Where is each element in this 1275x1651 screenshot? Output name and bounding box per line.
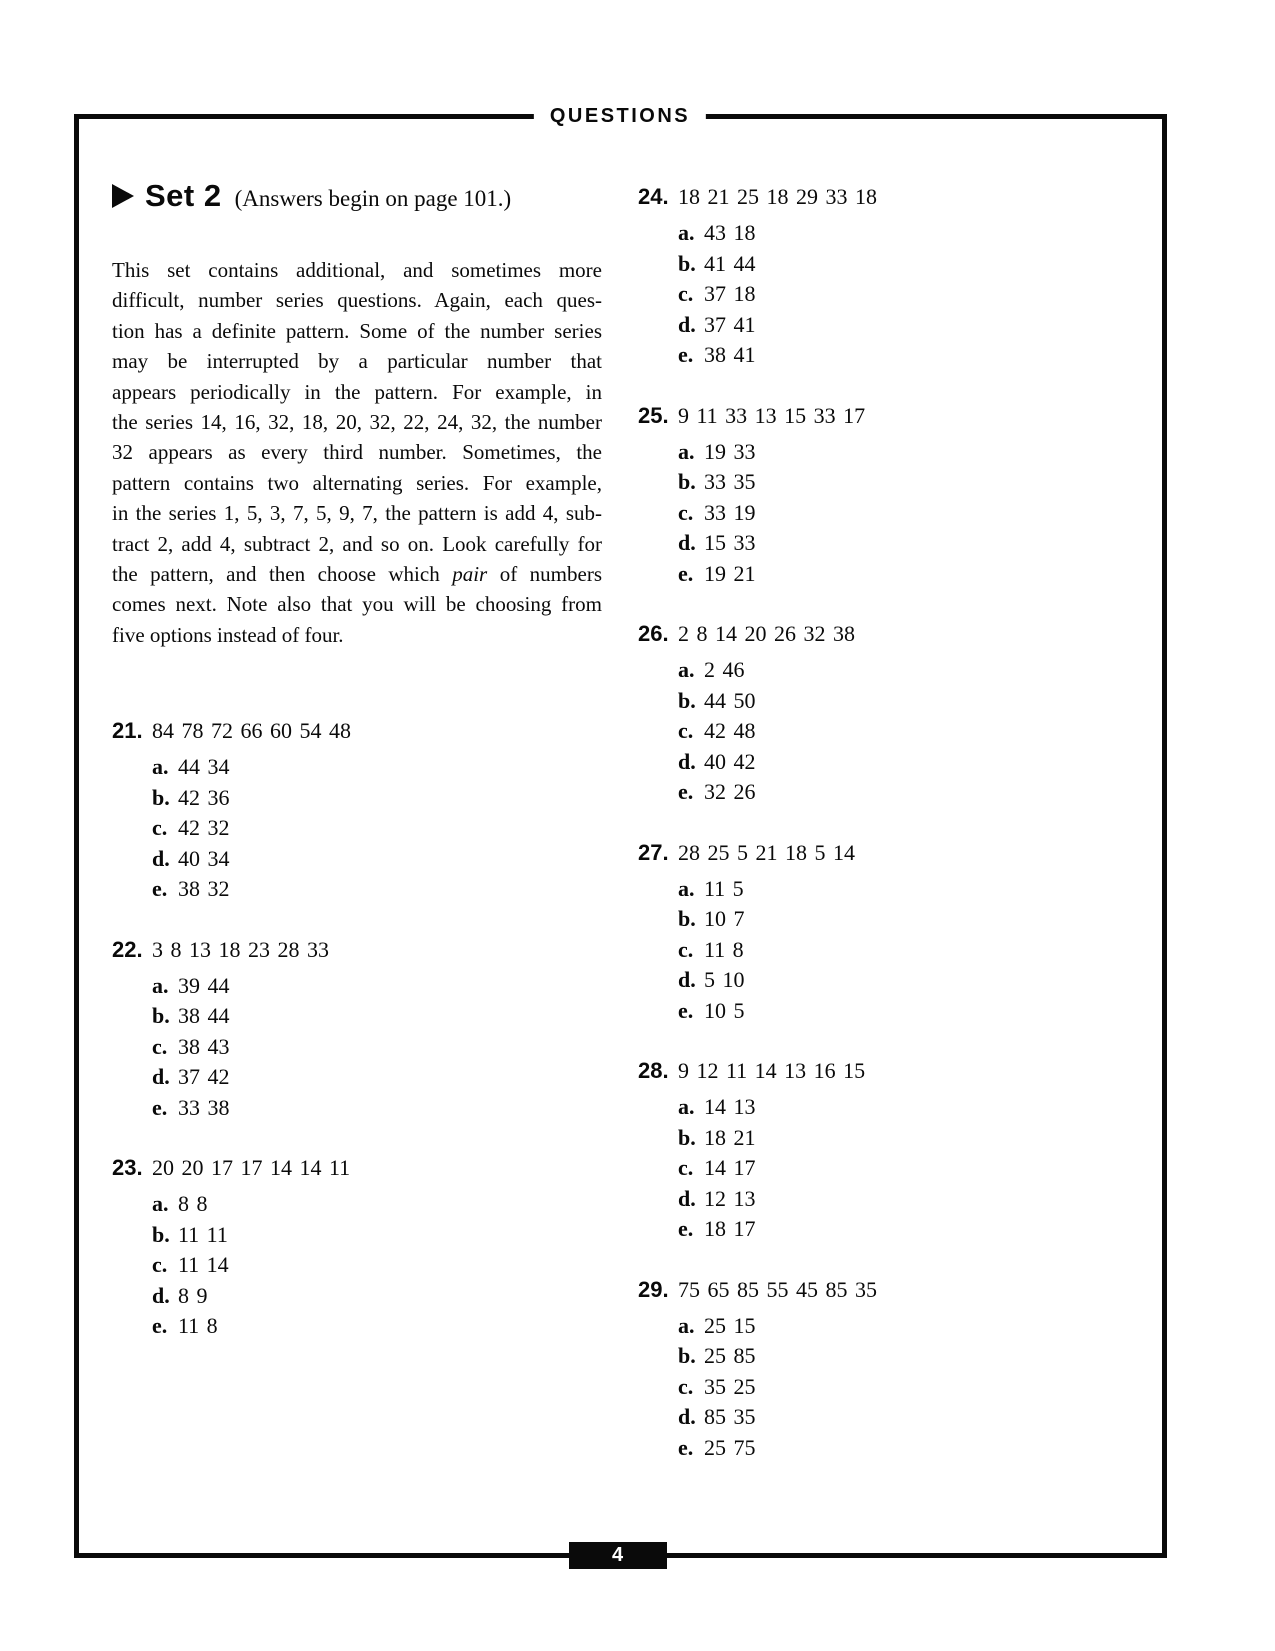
option-value: 8 9 <box>178 1282 208 1308</box>
question-series-line <box>638 181 1158 213</box>
option-b <box>152 1001 632 1032</box>
option-value: 10 7 <box>704 906 745 931</box>
question-21 <box>112 715 632 905</box>
option-letter: d. <box>152 845 170 871</box>
intro-paragraph <box>112 255 602 650</box>
intro-line <box>112 559 602 589</box>
option-value: 44 50 <box>704 687 756 713</box>
option-c <box>152 1250 632 1281</box>
text-run: comes next. Note also that you will be choosing from <box>112 592 602 617</box>
option-value: 42 36 <box>178 784 230 810</box>
option-value: 11 11 <box>178 1221 228 1247</box>
option-b <box>152 1220 632 1251</box>
question-series-line <box>638 837 1158 869</box>
option-d <box>678 528 1158 559</box>
option-letter: e. <box>678 560 694 586</box>
option-letter: b. <box>152 1003 170 1028</box>
option-letter: c. <box>678 936 694 962</box>
option-value: 40 42 <box>704 748 756 774</box>
option-value: 18 21 <box>704 1124 756 1150</box>
option-letter: d. <box>678 311 696 337</box>
option-b <box>152 783 632 814</box>
option-letter: b. <box>678 687 696 713</box>
text-run: of numbers <box>487 562 602 587</box>
option-letter: c. <box>678 499 694 525</box>
option-b <box>678 1341 1158 1372</box>
question-series-line <box>112 934 632 966</box>
question-24 <box>638 181 1158 371</box>
option-value: 14 17 <box>704 1155 756 1180</box>
option-e <box>152 874 632 905</box>
option-c <box>678 716 1158 747</box>
option-value: 15 33 <box>704 530 756 555</box>
option-letter: d. <box>678 967 696 992</box>
option-value: 42 48 <box>704 718 756 743</box>
option-a <box>678 1311 1158 1342</box>
column-right <box>638 181 1158 1492</box>
option-e <box>678 340 1158 371</box>
option-b <box>678 686 1158 717</box>
text-run: five options instead of four. <box>112 622 344 647</box>
question-options <box>112 971 632 1124</box>
question-options <box>638 874 1158 1027</box>
option-letter: c. <box>152 1033 168 1059</box>
option-letter: a. <box>152 972 169 998</box>
question-number: 22. <box>112 936 143 962</box>
option-e <box>678 996 1158 1027</box>
option-c <box>678 935 1158 966</box>
option-letter: c. <box>152 815 168 840</box>
option-letter: a. <box>678 657 695 682</box>
option-value: 12 13 <box>704 1185 756 1211</box>
option-letter: a. <box>678 1094 695 1119</box>
question-series-line <box>112 1152 632 1184</box>
option-letter: c. <box>678 1373 694 1399</box>
questions-header-label: QUESTIONS <box>534 101 706 131</box>
option-d <box>678 747 1158 778</box>
option-letter: a. <box>678 220 695 245</box>
option-value: 11 8 <box>178 1313 218 1338</box>
question-series-line <box>638 618 1158 650</box>
set-heading <box>112 178 511 214</box>
option-letter: d. <box>678 1185 696 1211</box>
option-b <box>678 467 1158 498</box>
question-number: 23. <box>112 1155 143 1180</box>
question-options <box>112 752 632 905</box>
question-number: 27. <box>638 839 669 865</box>
text-run: 32 appears as every third number. Sometimes, the <box>112 440 602 465</box>
option-a <box>152 752 632 783</box>
option-letter: e. <box>678 997 694 1023</box>
option-value: 18 17 <box>704 1216 756 1241</box>
option-value: 5 10 <box>704 967 745 992</box>
question-options <box>638 218 1158 371</box>
option-value: 8 8 <box>178 1191 208 1216</box>
option-letter: d. <box>152 1282 170 1308</box>
option-letter: c. <box>678 281 694 306</box>
option-e <box>152 1311 632 1342</box>
question-options <box>638 1092 1158 1245</box>
question-number: 25. <box>638 402 669 428</box>
question-options <box>112 1189 632 1342</box>
option-letter: c. <box>152 1252 168 1277</box>
option-letter: b. <box>152 1221 170 1247</box>
question-number: 24. <box>638 184 669 209</box>
option-d <box>678 965 1158 996</box>
text-run: in the series 1, 5, 3, 7, 5, 9, 7, the pattern is add 4, sub- <box>112 501 602 526</box>
option-letter: b. <box>152 784 170 810</box>
text-run: difficult, number series questions. Again, each ques- <box>112 288 602 313</box>
option-e <box>152 1093 632 1124</box>
option-value: 37 42 <box>178 1064 230 1089</box>
option-letter: e. <box>152 1313 168 1338</box>
option-value: 14 13 <box>704 1094 756 1119</box>
option-value: 43 18 <box>704 220 756 245</box>
text-run: the pattern, and then choose which <box>112 562 453 587</box>
option-a <box>678 1092 1158 1123</box>
option-value: 37 41 <box>704 311 756 337</box>
question-options <box>638 1311 1158 1464</box>
option-value: 33 38 <box>178 1094 230 1120</box>
question-25 <box>638 400 1158 590</box>
question-29 <box>638 1274 1158 1464</box>
question-27 <box>638 837 1158 1027</box>
question-series: 18 21 25 18 29 33 18 <box>678 184 877 209</box>
option-value: 19 21 <box>704 560 756 586</box>
option-value: 2 46 <box>704 657 745 682</box>
option-d <box>678 310 1158 341</box>
intro-line <box>112 589 602 619</box>
option-value: 11 8 <box>704 936 744 962</box>
option-value: 42 32 <box>178 815 230 840</box>
option-letter: b. <box>678 250 696 276</box>
option-c <box>678 1372 1158 1403</box>
option-value: 10 5 <box>704 997 745 1023</box>
question-series: 9 11 33 13 15 33 17 <box>678 402 866 428</box>
question-series: 75 65 85 55 45 85 35 <box>678 1276 877 1302</box>
option-b <box>678 1123 1158 1154</box>
question-number: 29. <box>638 1276 669 1302</box>
option-letter: b. <box>678 1124 696 1150</box>
page-number: 4 <box>611 1544 625 1566</box>
option-b <box>678 904 1158 935</box>
option-c <box>152 1032 632 1063</box>
intro-line <box>112 437 602 467</box>
right-triangle-icon <box>112 184 134 208</box>
option-e <box>678 777 1158 808</box>
question-series: 28 25 5 21 18 5 14 <box>678 839 855 865</box>
intro-line <box>112 285 602 315</box>
question-number: 21. <box>112 718 143 743</box>
option-value: 11 5 <box>704 875 744 901</box>
option-value: 44 34 <box>178 754 230 779</box>
question-series-line <box>638 400 1158 432</box>
option-value: 38 32 <box>178 876 230 901</box>
option-a <box>152 1189 632 1220</box>
text-run: may be interrupted by a particular number that <box>112 349 602 374</box>
question-23 <box>112 1152 632 1342</box>
option-letter: e. <box>152 1094 168 1120</box>
question-options <box>638 655 1158 808</box>
option-value: 40 34 <box>178 845 230 871</box>
option-letter: a. <box>152 1191 169 1216</box>
question-series: 9 12 11 14 13 16 15 <box>678 1058 866 1083</box>
option-value: 25 75 <box>704 1434 756 1460</box>
option-value: 33 19 <box>704 499 756 525</box>
option-value: 37 18 <box>704 281 756 306</box>
intro-line <box>112 529 602 559</box>
option-d <box>152 1281 632 1312</box>
text-run: appears periodically in the pattern. For example, in <box>112 379 602 404</box>
option-value: 25 85 <box>704 1343 756 1368</box>
intro-line <box>112 255 602 285</box>
question-series: 3 8 13 18 23 28 33 <box>152 936 329 962</box>
option-value: 19 33 <box>704 438 756 464</box>
intro-line <box>112 620 602 650</box>
option-d <box>152 1062 632 1093</box>
option-value: 33 35 <box>704 469 756 494</box>
option-letter: a. <box>678 1312 695 1338</box>
intro-line <box>112 346 602 376</box>
question-26 <box>638 618 1158 808</box>
text-run: tion has a definite pattern. Some of the number series <box>112 318 602 343</box>
intro-line <box>112 316 602 346</box>
option-e <box>678 1433 1158 1464</box>
question-number: 26. <box>638 621 669 646</box>
question-series: 84 78 72 66 60 54 48 <box>152 718 351 743</box>
option-letter: b. <box>678 1343 696 1368</box>
option-a <box>678 218 1158 249</box>
option-letter: d. <box>678 1404 696 1429</box>
intro-line <box>112 468 602 498</box>
option-value: 41 44 <box>704 250 756 276</box>
option-letter: a. <box>678 438 695 464</box>
question-series-line <box>112 715 632 747</box>
option-e <box>678 559 1158 590</box>
question-number: 28. <box>638 1058 669 1083</box>
option-c <box>152 813 632 844</box>
option-d <box>152 844 632 875</box>
option-letter: b. <box>678 906 696 931</box>
text-run: This set contains additional, and sometimes more <box>112 258 602 282</box>
option-letter: e. <box>678 1434 694 1460</box>
option-a <box>678 655 1158 686</box>
intro-line <box>112 377 602 407</box>
set-title: Set 2 <box>145 178 222 213</box>
option-letter: e. <box>678 342 694 367</box>
option-a <box>678 437 1158 468</box>
option-a <box>678 874 1158 905</box>
option-letter: e. <box>678 1216 694 1241</box>
option-value: 39 44 <box>178 972 230 998</box>
option-value: 38 44 <box>178 1003 230 1028</box>
option-letter: d. <box>678 530 696 555</box>
column-left <box>112 715 632 1371</box>
option-value: 85 35 <box>704 1404 756 1429</box>
option-d <box>678 1402 1158 1433</box>
option-a <box>152 971 632 1002</box>
option-d <box>678 1184 1158 1215</box>
text-run: tract 2, add 4, subtract 2, and so on. Look carefully for <box>112 531 602 556</box>
set-subtitle: (Answers begin on page 101.) <box>234 186 512 211</box>
option-letter: e. <box>678 779 694 804</box>
option-letter: a. <box>152 754 169 779</box>
option-c <box>678 498 1158 529</box>
option-e <box>678 1214 1158 1245</box>
option-c <box>678 1153 1158 1184</box>
option-value: 11 14 <box>178 1252 229 1277</box>
question-series: 2 8 14 20 26 32 38 <box>678 621 855 646</box>
text-run: the series 14, 16, 32, 18, 20, 32, 22, 24, 32, the number <box>112 410 602 435</box>
option-value: 38 41 <box>704 342 756 367</box>
page-number-box <box>569 1542 667 1569</box>
italic-word: pair <box>452 562 488 587</box>
option-value: 38 43 <box>178 1033 230 1059</box>
question-series-line <box>638 1055 1158 1087</box>
option-letter: d. <box>152 1064 170 1089</box>
option-value: 25 15 <box>704 1312 756 1338</box>
question-options <box>638 437 1158 590</box>
option-c <box>678 279 1158 310</box>
option-letter: c. <box>678 718 694 743</box>
question-series-line <box>638 1274 1158 1306</box>
question-28 <box>638 1055 1158 1245</box>
question-series: 20 20 17 17 14 14 11 <box>152 1155 351 1180</box>
text-run: pattern contains two alternating series. For example, <box>112 470 602 495</box>
intro-line <box>112 407 602 437</box>
option-b <box>678 249 1158 280</box>
option-letter: d. <box>678 748 696 774</box>
option-letter: e. <box>152 876 168 901</box>
option-value: 32 26 <box>704 779 756 804</box>
option-letter: c. <box>678 1155 694 1180</box>
option-letter: a. <box>678 875 695 901</box>
option-value: 35 25 <box>704 1373 756 1399</box>
option-letter: b. <box>678 469 696 494</box>
intro-line <box>112 498 602 528</box>
question-22 <box>112 934 632 1124</box>
